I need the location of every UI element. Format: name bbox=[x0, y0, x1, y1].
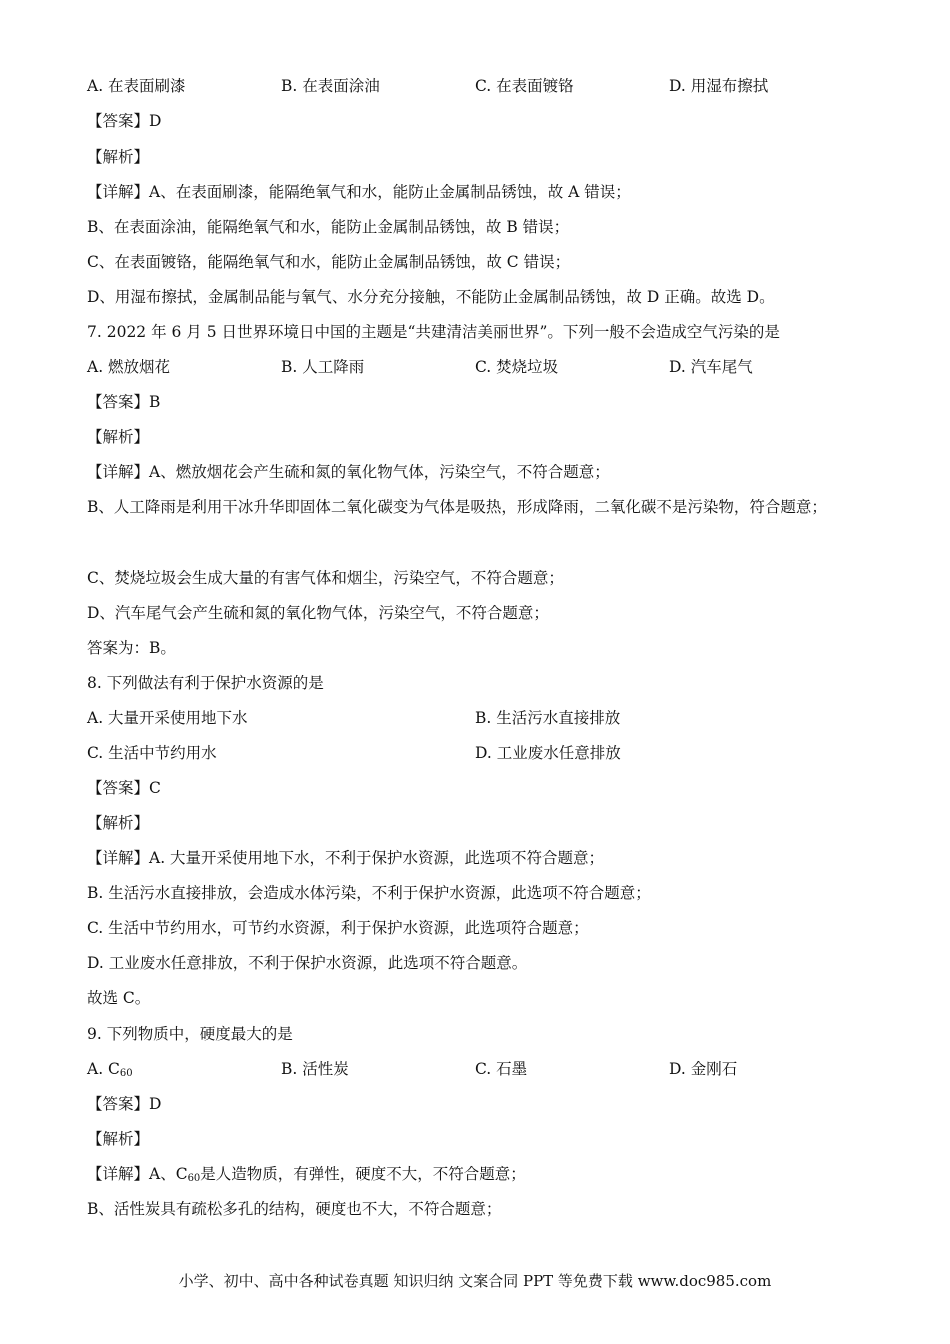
q7-options bbox=[87, 357, 867, 377]
q7-analysis: 【解析】 bbox=[87, 428, 150, 446]
q6-option-a: A. 在表面刷漆 bbox=[87, 77, 186, 95]
q6-option-d: D. 用湿布擦拭 bbox=[669, 77, 769, 95]
q9-analysis: 【解析】 bbox=[87, 1130, 150, 1148]
q7-option-b: B. 人工降雨 bbox=[281, 358, 365, 376]
q7-detail-d: D、汽车尾气会产生硫和氮的氧化物气体，污染空气，不符合题意； bbox=[87, 604, 549, 622]
q8-detail-d: D. 工业废水任意排放，不利于保护水资源，此选项不符合题意。 bbox=[87, 954, 528, 972]
q9-option-b: B. 活性炭 bbox=[281, 1060, 349, 1078]
q9-detail-a bbox=[87, 1164, 526, 1189]
q7-detail-c: C、焚烧垃圾会生成大量的有害气体和烟尘，污染空气，不符合题意； bbox=[87, 569, 564, 587]
q6-detail-c: C、在表面镀铬，能隔绝氧气和水，能防止金属制品锈蚀，故 C 错误； bbox=[87, 253, 571, 271]
q8-options-row1 bbox=[87, 708, 867, 728]
q6-detail-d: D、用湿布擦拭，金属制品能与氧气、水分充分接触，不能防止金属制品锈蚀，故 D 正确。故选 D。 bbox=[87, 288, 775, 306]
q6-option-c: C. 在表面镀铬 bbox=[475, 77, 574, 95]
q9-options bbox=[87, 1059, 867, 1079]
q7-answer: 【答案】B bbox=[87, 393, 161, 411]
q9-option-a bbox=[87, 1059, 133, 1084]
q8-option-b: B. 生活污水直接排放 bbox=[475, 709, 621, 727]
q7-detail-a: 【详解】A、燃放烟花会产生硫和氮的氧化物气体，污染空气，不符合题意； bbox=[87, 463, 610, 481]
q7-detail-b: B、人工降雨是利用干冰升华即固体二氧化碳变为气体是吸热，形成降雨，二氧化碳不是污染物，符合题意； bbox=[87, 498, 827, 516]
q8-conclusion: 故选 C。 bbox=[87, 989, 151, 1007]
q8-option-c: C. 生活中节约用水 bbox=[87, 744, 217, 762]
q8-detail-b: B. 生活污水直接排放，会造成水体污染，不利于保护水资源，此选项不符合题意； bbox=[87, 884, 651, 902]
q7-option-c: C. 焚烧垃圾 bbox=[475, 358, 559, 376]
q9-answer: 【答案】D bbox=[87, 1095, 162, 1113]
q7-option-d: D. 汽车尾气 bbox=[669, 358, 753, 376]
q9-detail-a-subscript: 60 bbox=[187, 1173, 201, 1184]
q8-detail-c: C. 生活中节约用水，可节约水资源，利于保护水资源，此选项符合题意； bbox=[87, 919, 589, 937]
q6-answer: 【答案】D bbox=[87, 112, 162, 130]
q9-option-c: C. 石墨 bbox=[475, 1060, 528, 1078]
q8-option-d: D. 工业废水任意排放 bbox=[475, 744, 621, 762]
q6-detail-b: B、在表面涂油，能隔绝氧气和水，能防止金属制品锈蚀，故 B 错误； bbox=[87, 218, 570, 236]
q9-option-d: D. 金刚石 bbox=[669, 1060, 738, 1078]
q9-detail-b: B、活性炭具有疏松多孔的结构，硬度也不大，不符合题意； bbox=[87, 1200, 502, 1218]
q6-analysis: 【解析】 bbox=[87, 148, 150, 166]
q8-analysis: 【解析】 bbox=[87, 814, 150, 832]
q7-option-a: A. 燃放烟花 bbox=[87, 358, 171, 376]
q6-detail-a: 【详解】A、在表面刷漆，能隔绝氧气和水，能防止金属制品锈蚀，故 A 错误； bbox=[87, 183, 631, 201]
q7-question: 7. 2022 年 6 月 5 日世界环境日中国的主题是“共建清洁美丽世界”。下列一般不会造成空气污染的是 bbox=[87, 323, 780, 341]
q8-options-row2 bbox=[87, 743, 867, 763]
q8-option-a: A. 大量开采使用地下水 bbox=[87, 709, 248, 727]
q9-detail-a-prefix: 【详解】A、C bbox=[87, 1165, 188, 1183]
q9-option-a-subscript: 60 bbox=[119, 1068, 133, 1079]
q8-answer: 【答案】C bbox=[87, 779, 161, 797]
q9-detail-a-suffix: 是人造物质，有弹性，硬度不大，不符合题意； bbox=[200, 1165, 526, 1183]
q9-question: 9. 下列物质中，硬度最大的是 bbox=[87, 1025, 293, 1043]
page-footer: 小学、初中、高中各种试卷真题 知识归纳 文案合同 PPT 等免费下载 www.doc985.com bbox=[178, 1272, 772, 1290]
q8-question: 8. 下列做法有利于保护水资源的是 bbox=[87, 674, 324, 692]
q6-options bbox=[87, 76, 867, 96]
q8-detail-a: 【详解】A. 大量开采使用地下水，不利于保护水资源，此选项不符合题意； bbox=[87, 849, 605, 867]
q9-option-a-text: A. C bbox=[87, 1060, 120, 1078]
q7-conclusion: 答案为：B。 bbox=[87, 639, 176, 657]
q6-option-b: B. 在表面涂油 bbox=[281, 77, 380, 95]
